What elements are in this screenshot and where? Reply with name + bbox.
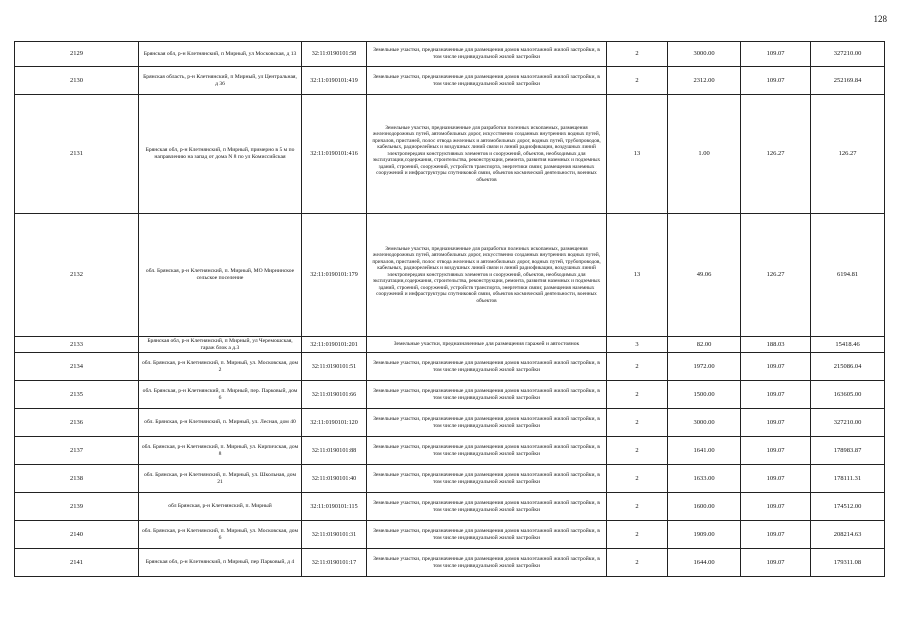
land-category-cell: Земельные участки, предназначенные для разработки полезных ископаемых, размещения железнодорожных путей, автомобильных дорог, искусственно созданных внутренних водных путей, причалов, пристаней, полос отвода железных и автомобильных дорог, водных путей, трубопроводов, кабельных, радиорелейных и воздушных линий связи и линий радиофикации, воздушных линий электропередачи конструктивных элементов и сооружений, объектов, необходимых для эксплуатации,содержания, строительства, реконструкции, ремонта, развития наземных и подземных зданий, строений, сооружений, устройств транспорта, энергетики связи; размещения наземных сооружений и инфраструктуры спутниковой связи, объектов космической деятельности, военных объектов [367,214,607,337]
table-row [15,353,885,381]
address-cell: обл. Брянская, р-н Клетнянский, п. Мирный, пер. Парковый, дом 6 [139,381,302,409]
table-row [15,95,885,214]
address-cell: Брянская область, р-н Клетнянский, п Мирный, ул Центральная, д 36 [139,67,302,95]
group-cell: 3 [607,337,668,353]
rate-cell: 126.27 [741,95,811,214]
table-row [15,465,885,493]
land-category-cell: Земельные участки, предназначенные для размещения домов малоэтажной жилой застройки, в том числе индивидуальной жилой застройки [367,409,607,437]
value-cell: 252169.84 [811,67,885,95]
value-cell: 327210.00 [811,409,885,437]
area-cell: 1500.00 [668,381,741,409]
group-cell: 2 [607,67,668,95]
land-category-cell: Земельные участки, предназначенные для разработки полезных ископаемых, размещения железнодорожных путей, автомобильных дорог, искусственно созданных внутренних водных путей, причалов, пристаней, полос отвода железных и автомобильных дорог, водных путей, трубопроводов, кабельных, радиорелейных и воздушных линий связи и линий радиофикации, воздушных линий электропередачи конструктивных элементов и сооружений, объектов, необходимых для эксплуатации,содержания, строительства, реконструкции, ремонта, развития наземных и подземных зданий, строений, сооружений, устройств транспорта, энергетики связи; размещения наземных сооружений и инфраструктуры спутниковой связи, объектов космической деятельности, военных объектов [367,95,607,214]
cadastral-number-cell: 32:11:0190101:179 [302,214,367,337]
group-cell: 2 [607,437,668,465]
address-cell: обл. Брянская, р-н Клетнянский, п. Мирный, ул. Лесная, дом 40 [139,409,302,437]
area-cell: 1600.00 [668,493,741,521]
group-cell: 2 [607,409,668,437]
address-cell: обл. Брянская, р-н Клетнянский, п. Мирный, ул. Кирпичская, дом 8 [139,437,302,465]
row-number: 2131 [15,95,139,214]
land-category-cell: Земельные участки, предназначенные для размещения домов малоэтажной жилой застройки, в том числе индивидуальной жилой застройки [367,521,607,549]
group-cell: 2 [607,493,668,521]
cadastral-number-cell: 32:11:0190101:419 [302,67,367,95]
row-number: 2139 [15,493,139,521]
address-cell: Брянская обл, р-н Клетнянский, п Мирный, ул Московская, д 13 [139,42,302,67]
address-cell: обл. Брянская, р-н Клетнянский, п. Мирный, ул. Школьная, дом 21 [139,465,302,493]
table-row [15,437,885,465]
land-plots-table [14,41,885,577]
rate-cell: 109.07 [741,437,811,465]
cadastral-number-cell: 32:11:0190101:120 [302,409,367,437]
value-cell: 126.27 [811,95,885,214]
group-cell: 2 [607,521,668,549]
group-cell: 2 [607,549,668,577]
value-cell: 327210.00 [811,42,885,67]
group-cell: 13 [607,214,668,337]
rate-cell: 109.07 [741,409,811,437]
land-category-cell: Земельные участки, предназначенные для размещения домов малоэтажной жилой застройки, в том числе индивидуальной жилой застройки [367,67,607,95]
land-category-cell: Земельные участки, предназначенные для размещения домов малоэтажной жилой застройки, в том числе индивидуальной жилой застройки [367,549,607,577]
cadastral-number-cell: 32:11:0190101:17 [302,549,367,577]
address-cell: обл. Брянская, р-н Клетнянский, п. Мирный, ул. Московская, дом 2 [139,353,302,381]
value-cell: 174512.00 [811,493,885,521]
row-number: 2140 [15,521,139,549]
group-cell: 2 [607,381,668,409]
value-cell: 179311.08 [811,549,885,577]
area-cell: 1641.00 [668,437,741,465]
rate-cell: 109.07 [741,493,811,521]
table-row [15,549,885,577]
area-cell: 1.00 [668,95,741,214]
area-cell: 82.00 [668,337,741,353]
cadastral-number-cell: 32:11:0190101:88 [302,437,367,465]
table-row [15,214,885,337]
table-row [15,67,885,95]
rate-cell: 109.07 [741,67,811,95]
row-number: 2132 [15,214,139,337]
area-cell: 1633.00 [668,465,741,493]
cadastral-number-cell: 32:11:0190101:115 [302,493,367,521]
value-cell: 208214.63 [811,521,885,549]
area-cell: 1972.00 [668,353,741,381]
land-category-cell: Земельные участки, предназначенные для размещения гаражей и автостоянок [367,337,607,353]
value-cell: 178111.31 [811,465,885,493]
row-number: 2136 [15,409,139,437]
group-cell: 2 [607,465,668,493]
row-number: 2138 [15,465,139,493]
table-row [15,337,885,353]
row-number: 2134 [15,353,139,381]
rate-cell: 109.07 [741,521,811,549]
row-number: 2133 [15,337,139,353]
rate-cell: 109.07 [741,381,811,409]
land-category-cell: Земельные участки, предназначенные для размещения домов малоэтажной жилой застройки, в том числе индивидуальной жилой застройки [367,437,607,465]
value-cell: 15418.46 [811,337,885,353]
value-cell: 163605.00 [811,381,885,409]
rate-cell: 109.07 [741,549,811,577]
rate-cell: 109.07 [741,465,811,493]
area-cell: 3000.00 [668,409,741,437]
cadastral-number-cell: 32:11:0190101:51 [302,353,367,381]
rate-cell: 109.07 [741,42,811,67]
table-body [15,42,885,577]
cadastral-number-cell: 32:11:0190101:66 [302,381,367,409]
row-number: 2135 [15,381,139,409]
land-category-cell: Земельные участки, предназначенные для размещения домов малоэтажной жилой застройки, в том числе индивидуальной жилой застройки [367,353,607,381]
value-cell: 178983.87 [811,437,885,465]
land-category-cell: Земельные участки, предназначенные для размещения домов малоэтажной жилой застройки, в том числе индивидуальной жилой застройки [367,42,607,67]
table-row [15,409,885,437]
area-cell: 49.06 [668,214,741,337]
address-cell: Брянская обл, р-н Клетнянский, п Мирный, пер Парковый, д 4 [139,549,302,577]
address-cell: Брянская обл, р-н Клетнянский, п Мирный, примерно в 5 м по направлению на запад от дома N 8 по ул Комиссийская [139,95,302,214]
rate-cell: 188.03 [741,337,811,353]
table-row [15,521,885,549]
area-cell: 1644.00 [668,549,741,577]
page-number: 128 [873,14,887,24]
land-category-cell: Земельные участки, предназначенные для размещения домов малоэтажной жилой застройки, в том числе индивидуальной жилой застройки [367,381,607,409]
area-cell: 2312.00 [668,67,741,95]
row-number: 2129 [15,42,139,67]
group-cell: 2 [607,353,668,381]
rate-cell: 126.27 [741,214,811,337]
table-row [15,42,885,67]
cadastral-number-cell: 32:11:0190101:58 [302,42,367,67]
area-cell: 3000.00 [668,42,741,67]
group-cell: 13 [607,95,668,214]
address-cell: Брянская обл, р-н Клетнянский, п Мирный, ул Черемошская, гараж блок а д.3 [139,337,302,353]
row-number: 2137 [15,437,139,465]
land-category-cell: Земельные участки, предназначенные для размещения домов малоэтажной жилой застройки, в том числе индивидуальной жилой застройки [367,493,607,521]
value-cell: 6194.81 [811,214,885,337]
value-cell: 215086.04 [811,353,885,381]
rate-cell: 109.07 [741,353,811,381]
group-cell: 2 [607,42,668,67]
land-category-cell: Земельные участки, предназначенные для размещения домов малоэтажной жилой застройки, в том числе индивидуальной жилой застройки [367,465,607,493]
cadastral-number-cell: 32:11:0190101:201 [302,337,367,353]
row-number: 2141 [15,549,139,577]
cadastral-number-cell: 32:11:0190101:31 [302,521,367,549]
cadastral-number-cell: 32:11:0190101:416 [302,95,367,214]
table-row [15,493,885,521]
area-cell: 1909.00 [668,521,741,549]
address-cell: обл. Брянская, р-н Клетнянский, п. Мирный, МО Мирнинское сельское поселение [139,214,302,337]
table-row [15,381,885,409]
address-cell: обл. Брянская, р-н Клетнянский, п. Мирный, ул. Московская, дом 6 [139,521,302,549]
cadastral-number-cell: 32:11:0190101:40 [302,465,367,493]
row-number: 2130 [15,67,139,95]
address-cell: обл Брянская, р-н Клетнянский, п. Мирный [139,493,302,521]
